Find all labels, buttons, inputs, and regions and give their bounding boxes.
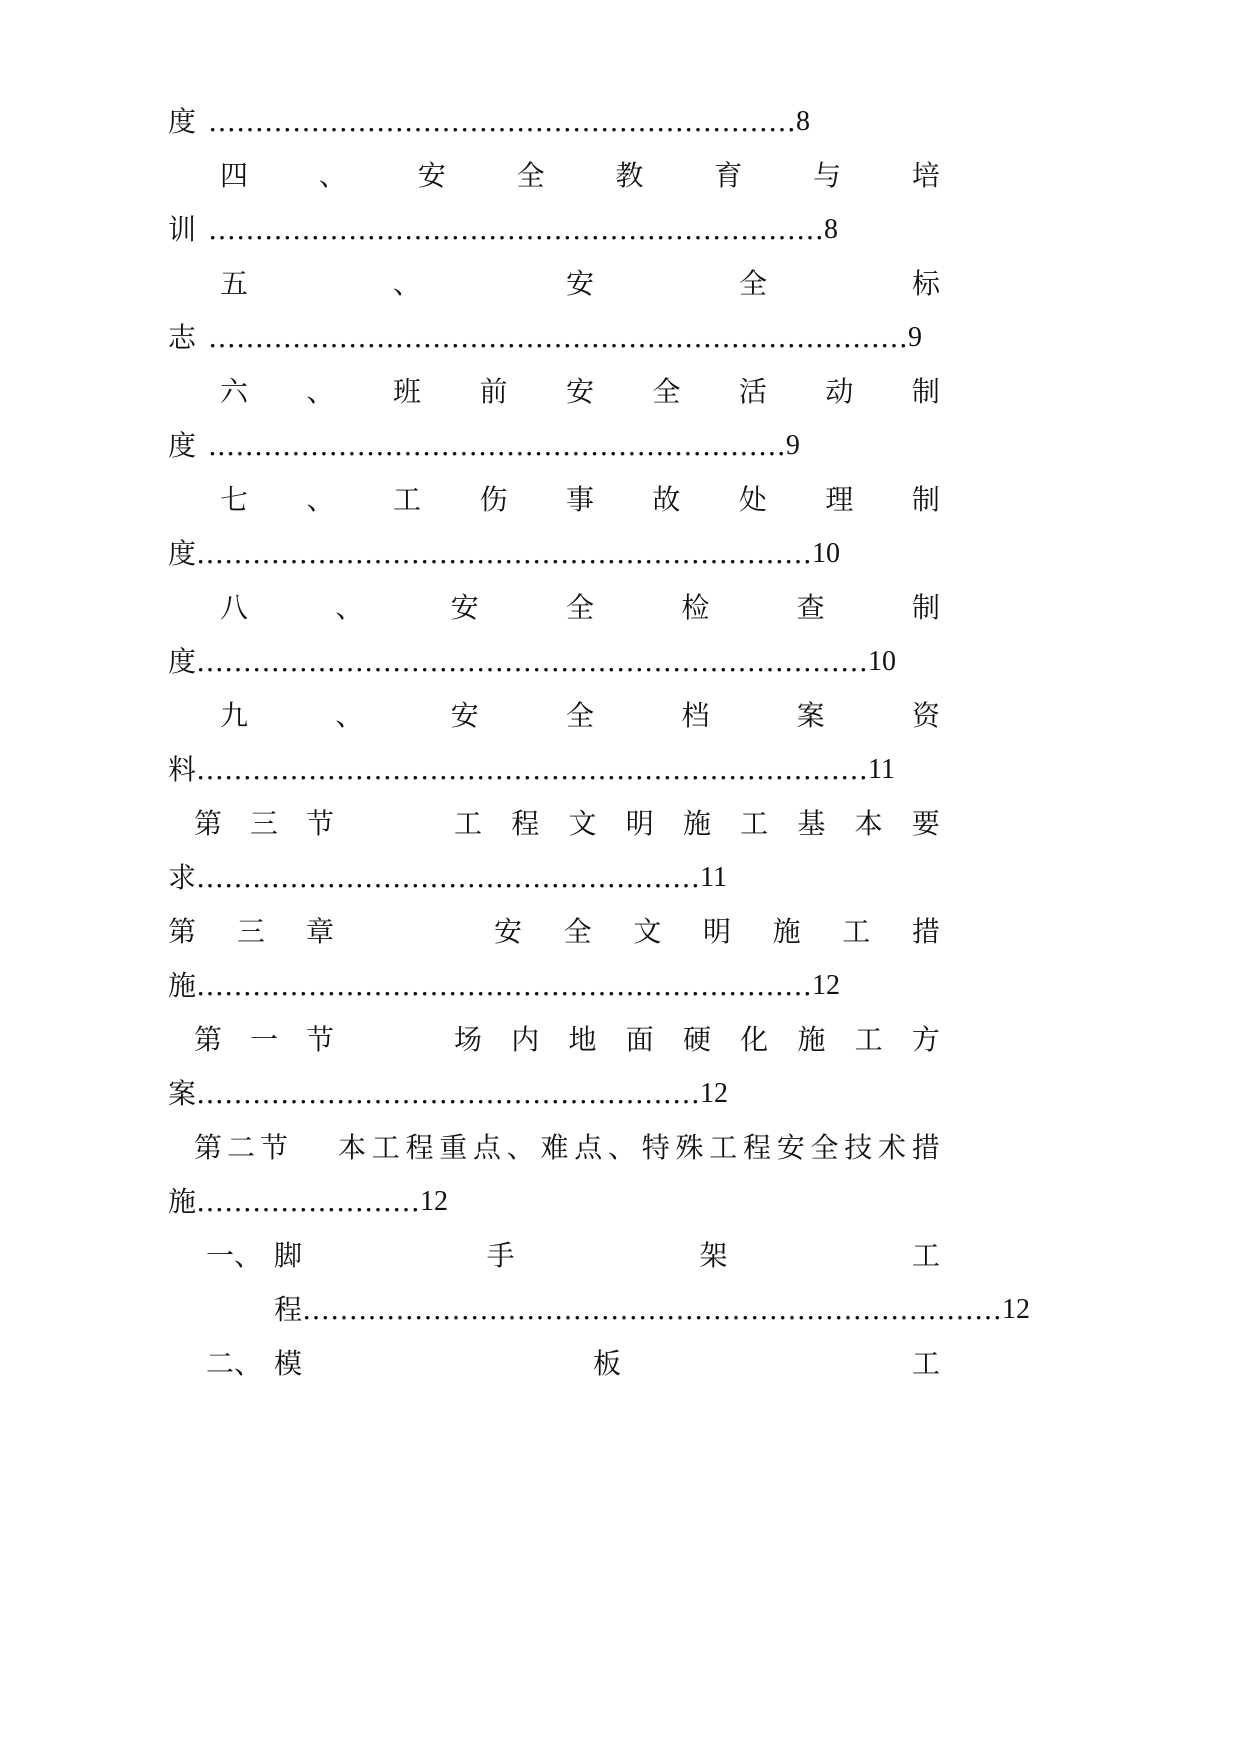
toc-line: [168, 642, 896, 682]
toc-entry-text: 施: [772, 915, 801, 948]
toc-line: [220, 588, 940, 628]
toc-entry-text: 教: [615, 159, 644, 192]
toc-leader: …………………………………………………………: [196, 537, 813, 570]
toc-entry-text: 、: [392, 267, 421, 300]
toc-entry-text: 全: [565, 699, 594, 732]
toc-entry-text: 查: [796, 591, 825, 624]
toc-entry-text: 、: [318, 159, 347, 192]
toc-page-number: 9: [908, 322, 923, 353]
toc-leader: ………………………………………………: [196, 861, 701, 894]
toc-entry-text: 手: [486, 1239, 515, 1272]
toc-entry-text: 度: [168, 105, 197, 138]
toc-entry-text: 七: [220, 483, 249, 516]
toc-line: [168, 966, 840, 1006]
toc-line: [168, 102, 810, 142]
toc-entry-text: 训: [168, 213, 197, 246]
toc-page-number: 8: [796, 106, 811, 137]
toc-entry-text: 内: [511, 1023, 540, 1056]
toc-line: [168, 534, 840, 574]
toc-entry-text: 、: [306, 483, 335, 516]
toc-entry-text: 二: [226, 1131, 255, 1164]
toc-entry-text: 度: [168, 537, 197, 570]
toc-page-number: 12: [1002, 1294, 1031, 1325]
toc-entry-text: 章: [305, 915, 334, 948]
toc-entry-text: 第: [194, 807, 223, 840]
toc-entry-text: 架: [699, 1239, 728, 1272]
toc-entry-text: 安: [776, 1131, 805, 1164]
toc-entry-text: 制: [911, 591, 940, 624]
toc-entry-text: 本: [338, 1131, 367, 1164]
toc-entry-text: 全: [810, 1131, 839, 1164]
toc-entry-text: 程: [743, 1131, 772, 1164]
toc-leader: ………………………………………………: [196, 1077, 701, 1110]
toc-entry-text: 全: [565, 591, 594, 624]
toc-page-number: 11: [868, 754, 895, 785]
toc-leader: ………………………………………………………………: [196, 645, 869, 678]
toc-entry-text: 技: [844, 1131, 873, 1164]
toc-entry-text: 案: [168, 1077, 197, 1110]
toc-entry-text: 重: [439, 1131, 468, 1164]
toc-entry-text: 术: [878, 1131, 907, 1164]
toc-entry-text: 节: [259, 1131, 288, 1164]
toc-line: [194, 1020, 940, 1060]
toc-line: [274, 1290, 1030, 1330]
toc-entry-text: 措: [911, 915, 940, 948]
toc-entry-text: 资: [911, 699, 940, 732]
toc-entry-text: 全: [738, 267, 767, 300]
toc-entry-text: 制: [911, 375, 940, 408]
toc-line: [206, 1236, 940, 1276]
toc-entry-text: 程: [274, 1293, 303, 1326]
toc-entry-text: 基: [797, 807, 826, 840]
toc-leader: ..……………………………………………………: [208, 429, 786, 462]
toc-leader: …………………………………………………………………: [208, 321, 909, 354]
toc-entry-text: 二、: [206, 1347, 263, 1380]
toc-entry-text: 化: [740, 1023, 769, 1056]
toc-entry-text: 制: [911, 483, 940, 516]
toc-line: [220, 264, 940, 304]
toc-entry-text: 、: [335, 699, 364, 732]
toc-leader: …………………………………………………………………: [302, 1293, 1003, 1326]
toc-entry-text: 案: [796, 699, 825, 732]
toc-entry-text: 档: [681, 699, 710, 732]
toc-page-number: 10: [868, 646, 897, 677]
toc-entry-text: 面: [625, 1023, 654, 1056]
toc-line: [220, 696, 940, 736]
toc-entry-text: 方: [911, 1023, 940, 1056]
toc-entry-text: 工: [709, 1131, 738, 1164]
toc-entry-text: 活: [738, 375, 767, 408]
toc-entry-text: 、: [506, 1131, 535, 1164]
toc-entry-text: 培: [911, 159, 940, 192]
toc-line: [194, 804, 940, 844]
toc-entry-text: 施: [168, 1185, 197, 1218]
toc-entry-text: 全: [652, 375, 681, 408]
toc-page-number: 12: [420, 1186, 449, 1217]
toc-entry-text: 特: [641, 1131, 670, 1164]
toc-leader: ………………………………………………………: [208, 105, 797, 138]
toc-line: [168, 318, 922, 358]
toc-entry-text: 、: [608, 1131, 637, 1164]
toc-entry-text: 工: [454, 807, 483, 840]
toc-page-number: 12: [700, 1078, 729, 1109]
toc-entry-text: 施: [682, 807, 711, 840]
toc-entry-text: 第: [194, 1023, 223, 1056]
toc-entry-text: 六: [220, 375, 249, 408]
toc-entry-text: 硬: [682, 1023, 711, 1056]
toc-page-number: 8: [824, 214, 839, 245]
toc-entry-text: 明: [702, 915, 731, 948]
toc-entry-text: 殊: [675, 1131, 704, 1164]
toc-entry-text: 安: [450, 699, 479, 732]
toc-entry-text: 安: [565, 267, 594, 300]
toc-page-number: 10: [812, 538, 841, 569]
toc-entry-text: 九: [220, 699, 249, 732]
toc-entry-text: 点: [473, 1131, 502, 1164]
toc-entry-text: 动: [825, 375, 854, 408]
toc-page-number: 12: [812, 970, 841, 1001]
toc-entry-text: 板: [592, 1347, 621, 1380]
toc-entry-text: 工: [842, 915, 871, 948]
toc-entry-text: 措: [911, 1131, 940, 1164]
toc-line: [168, 1074, 728, 1114]
toc-entry-text: 工: [911, 1347, 940, 1380]
toc-line: [168, 858, 727, 898]
toc-entry-text: 文: [633, 915, 662, 948]
toc-entry-text: 第: [168, 915, 197, 948]
toc-entry-text: 、: [335, 591, 364, 624]
toc-entry-text: 一: [249, 1023, 278, 1056]
toc-entry-text: 工: [371, 1131, 400, 1164]
toc-entry-text: 与: [813, 159, 842, 192]
toc-entry-text: 工: [740, 807, 769, 840]
toc-line: [220, 156, 940, 196]
toc-line: [168, 912, 940, 952]
toc-entry-text: 安: [565, 375, 594, 408]
toc-entry-text: 难: [540, 1131, 569, 1164]
toc-entry-text: 文: [568, 807, 597, 840]
toc-entry-text: 工: [392, 483, 421, 516]
toc-entry-text: 工: [854, 1023, 883, 1056]
toc-entry-text: 处: [738, 483, 767, 516]
toc-entry-text: 第: [194, 1131, 223, 1164]
toc-entry-text: 理: [825, 483, 854, 516]
toc-entry-text: 育: [714, 159, 743, 192]
toc-line: [206, 1344, 940, 1384]
toc-entry-text: 施: [797, 1023, 826, 1056]
toc-entry-text: 脚: [274, 1239, 303, 1272]
toc-leader: ……………………: [196, 1185, 421, 1218]
toc-entry-text: 故: [652, 483, 681, 516]
toc-entry-text: 要: [911, 807, 940, 840]
toc-entry-text: 程: [405, 1131, 434, 1164]
toc-entry-text: 本: [854, 807, 883, 840]
toc-entry-text: 工: [911, 1239, 940, 1272]
toc-entry-text: 料: [168, 753, 197, 786]
toc-entry-text: 班: [392, 375, 421, 408]
toc-entry-text: 程: [511, 807, 540, 840]
toc-entry-text: 三: [249, 807, 278, 840]
toc-line: [168, 426, 800, 466]
toc-entry-text: 场: [454, 1023, 483, 1056]
toc-line: [168, 210, 838, 250]
toc-entry-text: 模: [274, 1347, 303, 1380]
toc-line: [220, 372, 940, 412]
toc-entry-text: 标: [911, 267, 940, 300]
toc-entry-text: 志: [168, 321, 197, 354]
toc-line: [168, 750, 895, 790]
toc-leader: …………………………………………………………: [196, 969, 813, 1002]
toc-entry-text: 八: [220, 591, 249, 624]
toc-entry-text: 全: [563, 915, 592, 948]
toc-entry-text: 一、: [206, 1239, 263, 1272]
toc-entry-text: 地: [568, 1023, 597, 1056]
toc-entry-text: 四: [220, 159, 249, 192]
toc-page-number: 9: [785, 430, 800, 461]
toc-leader: ………………………………………………………………: [196, 753, 869, 786]
toc-entry-text: 施: [168, 969, 197, 1002]
toc-entry-text: 度: [168, 645, 197, 678]
toc-entry-text: 安: [494, 915, 523, 948]
toc-entry-text: 求: [168, 861, 197, 894]
toc-entry-text: 全: [516, 159, 545, 192]
toc-entry-text: 安: [417, 159, 446, 192]
toc-entry-text: 点: [574, 1131, 603, 1164]
toc-entry-text: 度: [168, 429, 197, 462]
toc-entry-text: 事: [565, 483, 594, 516]
toc-entry-text: 节: [305, 807, 334, 840]
toc-entry-text: 、: [306, 375, 335, 408]
toc-entry-text: 明: [625, 807, 654, 840]
toc-line: [168, 1182, 448, 1222]
toc-entry-text: 检: [681, 591, 710, 624]
toc-page-number: 11: [700, 862, 727, 893]
toc-line: [194, 1128, 940, 1168]
toc-entry-text: 前: [479, 375, 508, 408]
toc-entry-text: 五: [220, 267, 249, 300]
toc-leader: …………………………………………………………: [208, 213, 825, 246]
toc-entry-text: 安: [450, 591, 479, 624]
toc-entry-text: 节: [305, 1023, 334, 1056]
toc-entry-text: 三: [236, 915, 265, 948]
toc-entry-text: 伤: [479, 483, 508, 516]
toc-line: [220, 480, 940, 520]
